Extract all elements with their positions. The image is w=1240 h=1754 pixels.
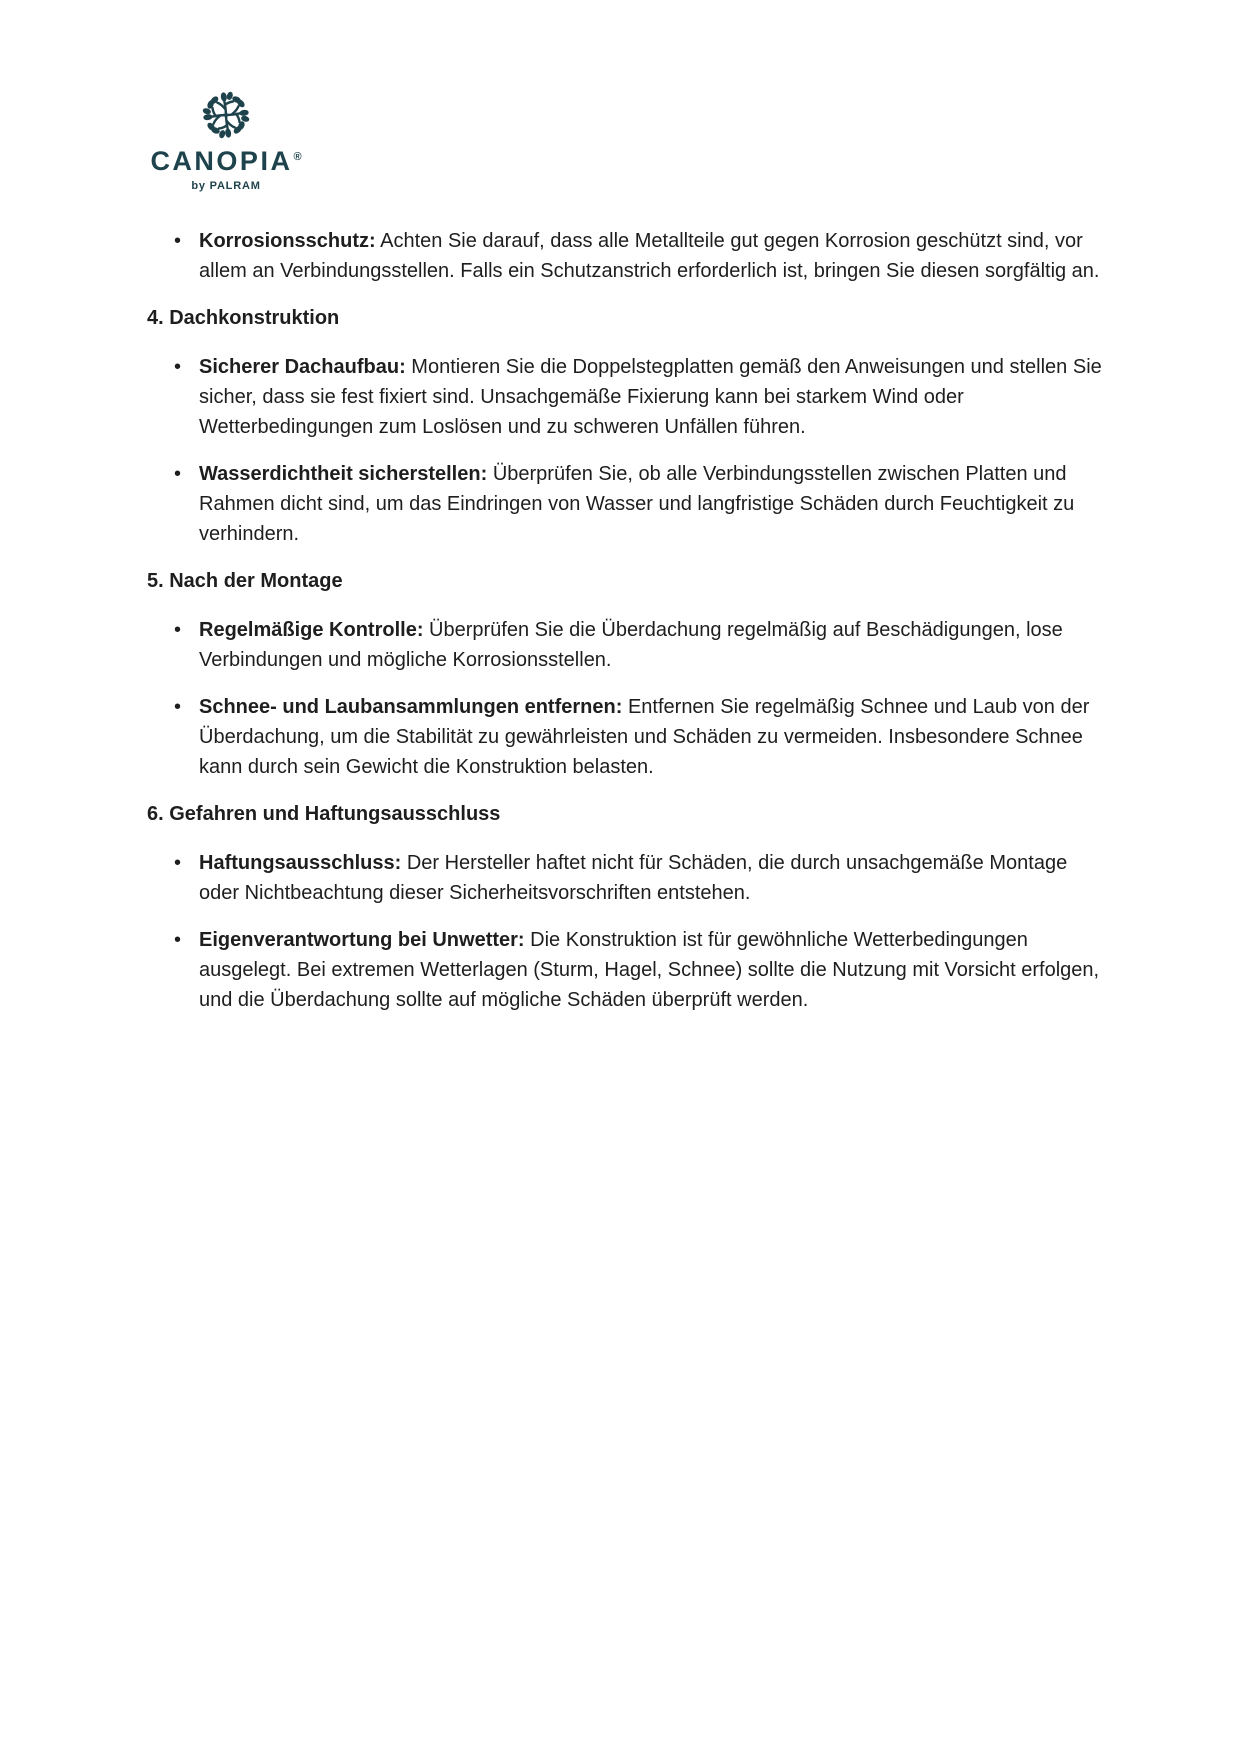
brand-wordmark [147, 148, 305, 175]
bullet-paragraph [199, 615, 1105, 675]
brand-name: CANOPIA [150, 146, 293, 176]
bullet-paragraph [199, 692, 1105, 782]
bullet-label: Regelmäßige Kontrolle: [199, 619, 424, 641]
bullet-paragraph [199, 459, 1105, 549]
bullet-item [147, 848, 1105, 908]
bullet-text: Die Konstruktion ist für gewöhnliche Wetterbedingungen ausgelegt. Bei extremen Wetterlagen (Sturm, Hagel, Schnee) sollte die Nutzung mit Vorsicht erfolgen, und die Überdachung sollte auf mögliche Schäden überprüft werden. [199, 929, 1100, 1011]
bullet-text: Überprüfen Sie, ob alle Verbindungsstellen zwischen Platten und Rahmen dicht sind, um das Eindringen von Wasser und langfristige Schäden durch Feuchtigkeit zu verhindern. [199, 463, 1075, 545]
bullet-text: Der Hersteller haftet nicht für Schäden, die durch unsachgemäße Montage oder Nichtbeachtung dieser Sicherheitsvorschriften entstehen. [199, 852, 1068, 904]
bullet-text: Achten Sie darauf, dass alle Metallteile gut gegen Korrosion geschützt sind, vor allem an Verbindungsstellen. Falls ein Schutzanstrich erforderlich ist, bringen Sie diesen sorgfältig an. [199, 230, 1100, 282]
registered-mark: ® [293, 151, 302, 163]
bullet-label: Korrosionsschutz: [199, 230, 376, 252]
bullet-text: Überprüfen Sie die Überdachung regelmäßig auf Beschädigungen, lose Verbindungen und mögliche Korrosionsstellen. [199, 619, 1063, 671]
bullet-label: Wasserdichtheit sicherstellen: [199, 463, 488, 485]
section-heading: 6. Gefahren und Haftungsausschluss [147, 803, 501, 825]
bullet-label: Sicherer Dachaufbau: [199, 356, 406, 378]
bullet-item [147, 925, 1105, 1015]
bullet-label: Eigenverantwortung bei Unwetter: [199, 929, 525, 951]
bullet-label: Haftungsausschluss: [199, 852, 402, 874]
bullet-icon: • [174, 852, 182, 874]
bullet-item [147, 692, 1105, 782]
document-body [147, 226, 1105, 1032]
bullet-item [147, 226, 1105, 286]
bullet-paragraph [199, 352, 1105, 442]
bullet-paragraph [199, 226, 1105, 286]
bullet-label: Schnee- und Laubansammlungen entfernen: [199, 696, 623, 718]
section-heading: 5. Nach der Montage [147, 570, 343, 592]
bullet-paragraph [199, 925, 1105, 1015]
bullet-icon: • [174, 619, 182, 641]
bullet-item [147, 615, 1105, 675]
bullet-item [147, 459, 1105, 549]
bullet-paragraph [199, 848, 1105, 908]
bullet-item [147, 352, 1105, 442]
bullet-icon: • [174, 463, 182, 485]
bullet-icon: • [174, 356, 182, 378]
section-heading: 4. Dachkonstruktion [147, 307, 340, 329]
bullet-text: Entfernen Sie regelmäßig Schnee und Laub von der Überdachung, um die Stabilität zu gewährleisten und Schäden zu vermeiden. Insbesondere Schnee kann durch sein Gewicht die Konstruktion belasten. [199, 696, 1090, 778]
brand-byline: by PALRAM [191, 180, 261, 192]
brand-logo [147, 88, 305, 192]
canopia-tree-icon [197, 88, 255, 142]
bullet-text: Montieren Sie die Doppelstegplatten gemäß den Anweisungen und stellen Sie sicher, dass sie fest fixiert sind. Unsachgemäße Fixierung kann bei starkem Wind oder Wetterbedingungen zum Loslösen und zu schweren Unfällen führen. [199, 356, 1102, 438]
bullet-icon: • [174, 696, 182, 718]
bullet-icon: • [174, 230, 182, 252]
bullet-icon: • [174, 929, 182, 951]
